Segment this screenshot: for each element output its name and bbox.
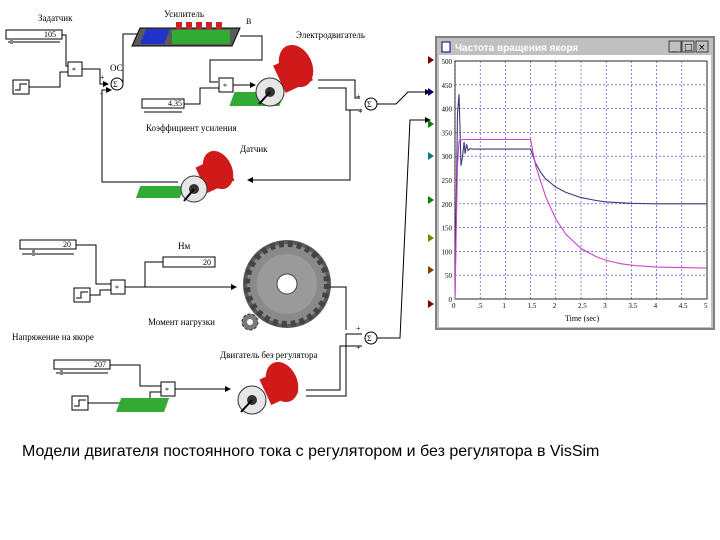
sensor-label: Датчик <box>240 144 268 154</box>
multiplier-block-3[interactable] <box>111 280 125 294</box>
y-tick-label: 350 <box>441 129 452 138</box>
svg-text:*: * <box>72 66 76 75</box>
x-tick-label: 2.5 <box>578 302 587 310</box>
x-tick-label: 3.5 <box>628 302 638 310</box>
svg-text:-: - <box>100 89 103 98</box>
svg-text:Σ: Σ <box>367 100 372 109</box>
y-tick-label: 450 <box>441 81 452 90</box>
y-tick-label: 100 <box>441 248 452 257</box>
feedback-label: ОС <box>110 63 123 73</box>
y-tick-label: 500 <box>441 58 452 66</box>
x-axis-label: Time (sec) <box>565 314 600 323</box>
setpoint-slider[interactable] <box>6 30 62 44</box>
window-app-icon <box>442 42 450 52</box>
load-display <box>163 257 215 267</box>
x-tick-label: 2 <box>552 302 557 310</box>
load-label: Момент нагрузки <box>148 317 215 327</box>
voltage-label: Напряжение на якоре <box>12 332 94 342</box>
wire <box>377 92 430 104</box>
x-tick-label: 5 <box>704 302 708 310</box>
svg-text:+: + <box>356 324 361 333</box>
svg-text:4.35: 4.35 <box>168 99 182 108</box>
svg-text:+: + <box>358 107 363 116</box>
wire <box>184 88 219 104</box>
svg-text:20: 20 <box>63 240 71 249</box>
wire <box>76 245 111 284</box>
wire <box>125 262 163 287</box>
wire <box>330 287 346 330</box>
amplifier-board-icon[interactable] <box>132 17 251 46</box>
y-tick-label: 300 <box>441 153 452 162</box>
x-tick-label: 4 <box>653 302 658 310</box>
step-block-load[interactable] <box>74 288 90 302</box>
y-tick-label: 0 <box>448 296 452 304</box>
unregulated-motor-icon[interactable] <box>116 357 304 414</box>
sensor-motor-icon[interactable] <box>136 146 239 202</box>
plot-window-title: Частота вращения якоря <box>455 43 579 54</box>
svg-text:□: □ <box>684 43 693 53</box>
load-slider[interactable] <box>20 240 76 256</box>
plot-window[interactable] <box>436 37 714 329</box>
y-tick-label: 200 <box>441 200 452 209</box>
setpoint-label: Задатчик <box>38 13 73 23</box>
motor-label: Электродвигатель <box>296 30 365 40</box>
svg-text:*: * <box>165 386 169 395</box>
svg-text:+: + <box>356 343 361 352</box>
step-block-voltage[interactable] <box>72 396 88 410</box>
feedback-summing-junction[interactable] <box>111 78 123 90</box>
y-tick-label: 400 <box>441 105 452 114</box>
y-tick-label: 50 <box>445 272 452 281</box>
wire <box>90 290 111 295</box>
figure-caption: Модели двигателя постоянного тока с регулятором и без регулятора в VisSim <box>22 443 600 460</box>
svg-text:_: _ <box>672 42 678 52</box>
gain-label: Коэффициент усиления <box>146 123 237 133</box>
x-tick-label: .5 <box>477 302 483 310</box>
wire <box>306 334 362 396</box>
svg-text:+: + <box>356 92 361 101</box>
wire <box>62 35 68 66</box>
wire <box>29 72 68 87</box>
x-tick-label: 1 <box>502 302 506 310</box>
svg-text:Σ: Σ <box>367 334 372 343</box>
x-tick-label: 3 <box>603 302 607 310</box>
svg-text:×: × <box>698 43 706 53</box>
wire <box>318 80 360 98</box>
y-tick-label: 250 <box>441 177 452 185</box>
svg-text:207: 207 <box>94 360 106 369</box>
minimize-button[interactable] <box>669 41 681 52</box>
multiplier-block-1[interactable] <box>68 62 82 76</box>
multiplier-block-2[interactable] <box>219 78 233 92</box>
y-tick-label: 150 <box>441 224 452 233</box>
amplifier-label: Усилитель <box>164 9 204 19</box>
wire <box>377 120 430 338</box>
plot-input-ports <box>428 56 434 308</box>
svg-text:Σ: Σ <box>113 80 118 89</box>
svg-text:*: * <box>223 82 227 91</box>
x-tick-label: 1.5 <box>527 302 537 310</box>
voltage-slider[interactable] <box>54 360 110 375</box>
output-summing-junction-2[interactable] <box>365 332 377 344</box>
x-tick-label: 4.5 <box>678 302 688 310</box>
x-tick-label: 0 <box>452 302 456 310</box>
setpoint-value: 105 <box>44 30 56 39</box>
close-button[interactable] <box>696 41 708 53</box>
load-unit-label: Нм <box>178 241 191 251</box>
multiplier-block-4[interactable] <box>161 382 175 396</box>
svg-text:*: * <box>115 284 119 293</box>
svg-text:20: 20 <box>203 258 211 267</box>
motor2-label: Двигатель без регулятора <box>220 350 318 360</box>
output-summing-junction-1[interactable] <box>365 98 377 110</box>
dc-motor-icon[interactable] <box>229 39 319 106</box>
gain-slider[interactable] <box>142 99 184 112</box>
gear-icon[interactable] <box>242 240 331 330</box>
wire <box>110 365 161 386</box>
maximize-button[interactable] <box>682 41 694 53</box>
svg-text:+: + <box>100 73 105 82</box>
step-block[interactable] <box>13 80 29 94</box>
svg-text:B: B <box>246 17 252 26</box>
